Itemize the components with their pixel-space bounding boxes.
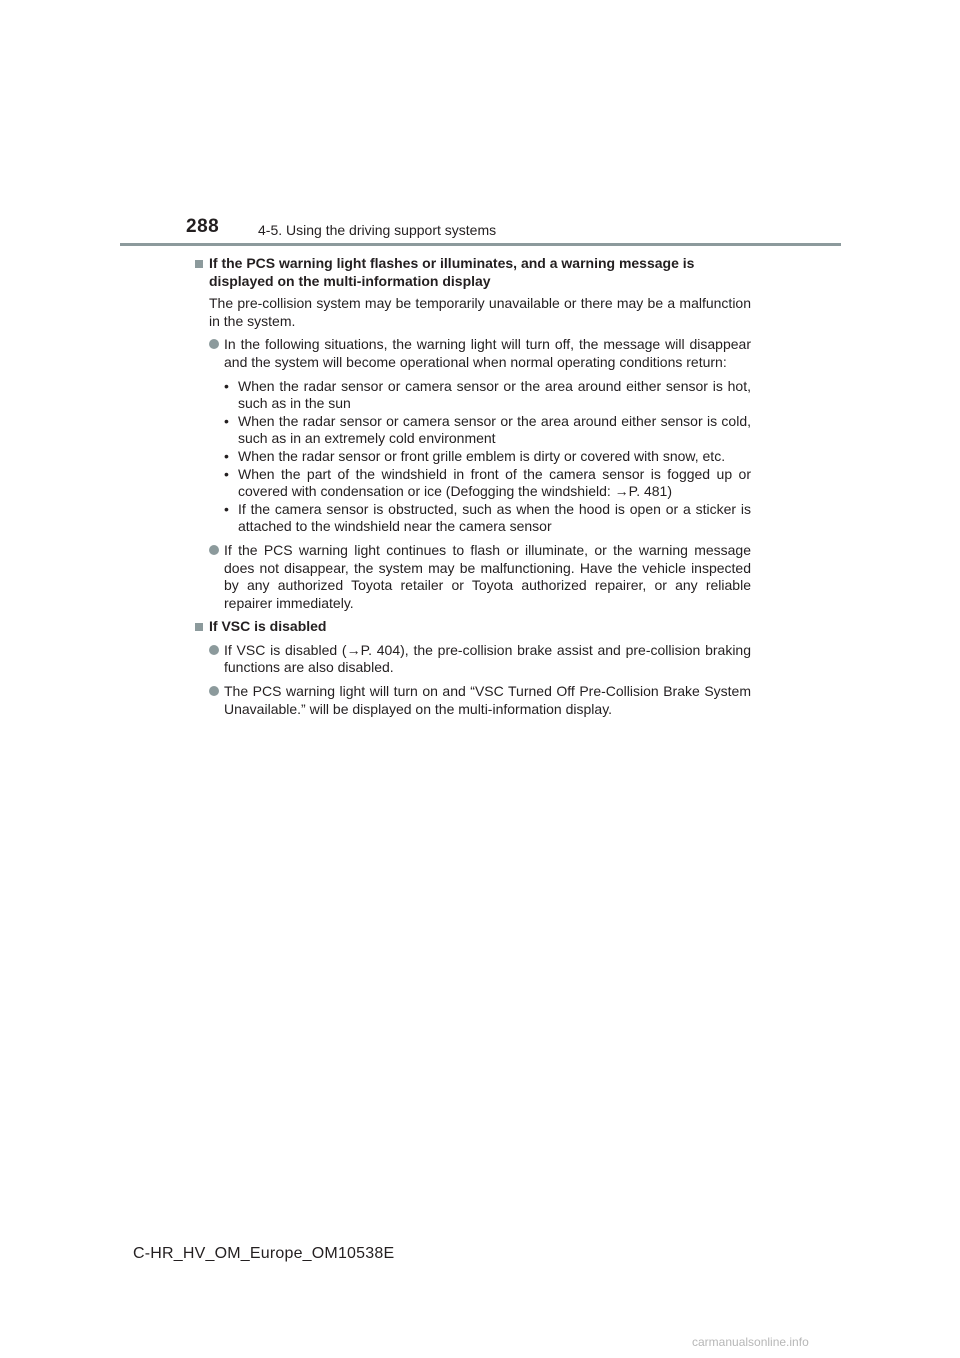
- section-heading-vsc-disabled: [195, 618, 751, 636]
- section-title: 4-5. Using the driving support systems: [258, 222, 497, 238]
- section-heading-pcs-warning: [195, 255, 751, 290]
- watermark: carmanualsonline.info: [692, 1335, 809, 1349]
- list-item: [209, 642, 751, 677]
- heading-text: If VSC is disabled: [209, 618, 327, 635]
- bullet-text: If VSC is disabled (→P. 404), the pre-collision brake assist and pre-collision braking functions are also disabled.: [224, 641, 751, 676]
- list-item: [209, 683, 751, 718]
- circle-bullet-icon: [209, 686, 219, 696]
- intro-paragraph: The pre-collision system may be temporarily unavailable or there may be a malfunction in the system.: [209, 295, 751, 329]
- heading-text: If the PCS warning light flashes or illuminates, and a warning message is displayed on the multi-information display: [209, 255, 695, 289]
- situations-list: [224, 378, 751, 536]
- list-item: • When the radar sensor or camera sensor or the area around either sensor is hot, such as in the sun: [224, 377, 751, 412]
- bullet-text: If the PCS warning light continues to flash or illuminate, or the warning message does not disappear, the system may be malfunctioning. Have the vehicle inspected by any authorized Toyota retailer or Toyota authorized repairer, or any reliable repairer immediately.: [224, 541, 751, 611]
- list-item: • When the part of the windshield in front of the camera sensor is fogged up or covered with condensation or ice (Defogging the windshield: →P. 481): [224, 465, 751, 500]
- list-item: • If the camera sensor is obstructed, such as when the hood is open or a sticker is attached to the windshield near the camera sensor: [224, 500, 751, 535]
- square-bullet-icon: [195, 623, 203, 631]
- bullet-text: The PCS warning light will turn on and “VSC Turned Off Pre-Collision Brake System Unavailable.” will be displayed on the multi-information display.: [224, 683, 751, 717]
- bullet-text: In the following situations, the warning light will turn off, the message will disappear and the system will become operational when normal operating conditions return:: [224, 336, 751, 370]
- list-item: [209, 336, 751, 371]
- circle-bullet-icon: [209, 545, 219, 555]
- circle-bullet-icon: [209, 645, 219, 655]
- list-item: • When the radar sensor or front grille emblem is dirty or covered with snow, etc.: [224, 447, 726, 464]
- square-bullet-icon: [195, 260, 203, 268]
- header-divider: [120, 243, 841, 246]
- page-header: [0, 0, 960, 250]
- list-item: [209, 542, 751, 612]
- circle-bullet-icon: [209, 339, 219, 349]
- page-number: 288: [186, 216, 220, 237]
- page-content: [195, 255, 751, 718]
- document-code: C-HR_HV_OM_Europe_OM10538E: [133, 1245, 395, 1262]
- list-item: • When the radar sensor or camera sensor or the area around either sensor is cold, such as in an extremely cold environment: [224, 412, 751, 447]
